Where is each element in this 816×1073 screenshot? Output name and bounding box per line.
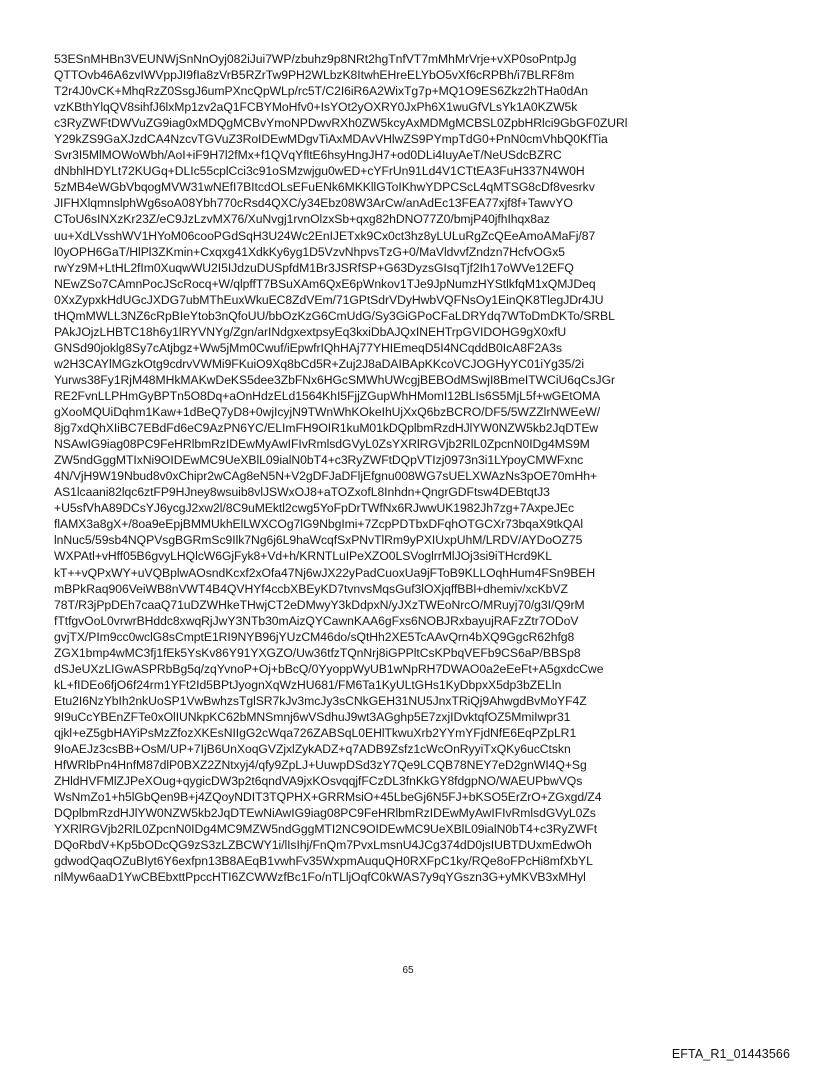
text-line: flAMX3a8gX+/8oa9eEpjBMMUkhElLWXCOg7lG9NbgImi+7ZcpPDTbxDFqhOTGCXr73bqaX9tkQAl <box>54 517 584 532</box>
text-line: PAkJOjzLHBTC18h6y1lRYVNYg/Zgn/arINdgxextpsyEq3kxiDbAJQxINEHTrpGVIDOHG9gX0xfU <box>54 324 567 339</box>
text-line: l0yOPH6GaT/HlPl3ZKmin+Cxqxg41XdkKy6yg1D5VzvNhpvsTzG+0/MaVldvvfZndzn7HcfvOGx5 <box>54 244 565 259</box>
text-line: gXooMQUiDqhm1Kaw+1dBeQ7yD8+0wjIcyjN9TWnWhKOkeIhUjXxQ6bzBCRO/DF5/5WZZlrNWEeW/ <box>54 405 601 420</box>
text-line: ZGX1bmp4wMC3fj1fEk5YsKv86Y91YXGZO/Uw36tfzTQnNrj8iGPPltCsKPbqVEFb9CS6aP/BBSp8 <box>54 645 581 660</box>
text-line: dNbhlHDYLt72KUGq+DLIc55cplCci3c91oSMzwjgu0wED+cYFrUn91Ld4V1CTtEA3FuH337N4W0H <box>54 164 585 179</box>
text-line: JIFHXlqmnslphWg6soA08Ybh770cRsd4QXC/y34Ebz08W3ArCw/anAdEc13FEA77xjf8f+TawvYO <box>54 196 573 211</box>
text-line: dSJeUXzLIGwASPRbBg5q/zqYvnoP+Oj+bBcQ/0YyoppWyUB1wNpRH7DWAO0a2eEeFt+A5gxdcCwe <box>54 661 604 676</box>
text-line: 9I9uCcYBEnZFTe0xOlIUNkpKC62bMNSmnj6wVSdhuJ9wt3AGghp5E7zxjIDvktqfOZ5MmiIwpr31 <box>54 709 571 724</box>
text-line: AS1lcaani82lqc6ztFP9HJney8wsuib8vlJSWxOJ8+aTOZxofL8Inhdn+QngrGDFtsw4DEBtqtJ3 <box>54 485 550 500</box>
text-line: Y29kZS9GaXJzdCA4NzcvTGVuZ3RoIDEwMDgvTiAxMDAvVHlwZS9PYmpTdG0+PnN0cmVhbQ0KfTia <box>54 132 608 147</box>
text-line: c3RyZWFtDWVuZG9iag0xMDQgMCBvYmoNPDwvRXh0ZW5kcyAxMDMgMCBSL0ZpbHRlci9GbGF0ZURl <box>54 116 628 131</box>
text-line: T2r4J0vCK+MhqRzZ0SsgJ6umPXncQpWLp/rc5T/C2I6iR6A2WixTg7p+MQ1O9ES6Zkz2hTHa0dAn <box>54 84 589 99</box>
text-line: kT++vQPxWY+uVQBplwAOsndKcxf2xOfa47Nj6wJX22yPadCuoxUa9jFToB9KLLOqhHum4FSn9BEH <box>54 565 596 580</box>
text-line: rwYz9M+LtHL2fIm0XuqwWU2I5IJdzuDUSpfdM1Br3JSRfSP+G63DyzsGIsqTjf2Ih17oWVe12EFQ <box>54 260 574 275</box>
text-line: uu+XdLVsshWV1HYoM06cooPGdSqH3U24Wc2EnIJETxk9Cx0ct3hz8yLULuRgZcQEeAmoAMaFj/87 <box>54 228 596 243</box>
text-line: gvjTX/PIm9cc0wclG8sCmptE1RI9NYB96jYUzCM46do/sQtHh2XE5TcAAvQrn4bXQ9GgcR62hfg8 <box>54 629 575 644</box>
text-line: vzKBthYlqQV8sihfJ6lxMp1zv2aQ1FCBYMoHfv0+IsYOt2yOXRY0JxPh6X1wuGfVLsYk1A0KZW5k <box>54 100 578 115</box>
text-line: qjkl+eZ5gbHAYiPsMzZfozXKEsNIIgG2cWqa726ZABSqL0EHlTkwuXrb2YYmYFjdNfE6EqPZpLR1 <box>54 725 577 740</box>
text-line: fTtfgvOoL0vrwrBHddc8xwqRjJwY3NTb30mAizQYCawnKAA6gFxs6NOBJRxbayujRAFzZtr7ODoV <box>54 613 579 628</box>
text-line: w2H3CAYlMGzkOtg9cdrvVWMi9FKuiO9Xq8bCd5R+Zuj2J8aDAIBApKKcoVCJOGHyYC01iYg35/2i <box>54 356 585 371</box>
text-line: 5zMB4eWGbVbqogMVW31wNEfI7BItcdOLsEFuENk6MKKllGToIKhwYDPCScL4qMTSG8cDf8vesrkv <box>54 180 595 195</box>
text-line: Svr3I5MlMOWoWbh/AoI+iF9H7l2fMx+f1QVqYfltE6hsyHngJH7+od0DLi4IuyAeT/NeUSdcBZRC <box>54 148 562 163</box>
text-line: HfWRlbPn4HnfM87dlP0BXZ2ZNtxyj4/qfy9ZpLJ+UuwpDSd3zY7Qe9LCQB78NEY7eD2gnWI4Q+Sg <box>54 758 587 773</box>
text-line: nlMyw6aaD1YwCBEbxttPpccHTI6ZCWWzfBc1Fo/nTLljOqfC0kWAS7y9qYGszn3G+yMKVB3xMHyl <box>54 870 586 885</box>
text-line: 53ESnMHBn3VEUNWjSnNnOyj082iJui7WP/zbuhz9p8NRt2hgTnfVT7mMhMrVrje+vXP0soPntpJg <box>54 52 577 66</box>
text-line: ZHldHVFMlZJPeXOug+qygicDW3p2t6qndVA9jxKOsvqqjfFCzDL3fnKkGY8fdgpNO/WAEUPbwVQs <box>54 774 583 789</box>
text-line: lnNuc5/59sb4NQPVsgBGRmSc9Ilk7Ng6j6L9haWcqfSxPNvTlRm9yPXIUxpUhM/LRDV/AYDoOZ75 <box>54 533 583 548</box>
text-line: Etu2I6NzYbIh2nkUoSP1VwBwhzsTglSR7kJv3mcJy3sCNkGEH31NU5JnxTRiQj9AhwgdBvMoYF4Z <box>54 693 587 708</box>
text-line: DQoRbdV+Kp5bODcQG9zS3zLZBCWY1i/lIsIhj/FnQm7PvxLmsnU4JCg374dD0jsIUBTDUxmEdwOh <box>54 838 592 853</box>
text-line: 0XxZypxkHdUGcJXDG7ubMThEuxWkuEC8ZdVEm/71GPtSdrVDyHwbVQFNsOy1EinQK8TlegJDr4JU <box>54 292 604 307</box>
bates-number: EFTA_R1_01443566 <box>671 1047 790 1061</box>
text-line: YXRlRGVjb2RlL0ZpcnN0IDg4MC9MZW5ndGggMTI2NC9OIDEwMC9UeXBlL09ialN0bT4+c3RyZWFt <box>54 822 598 837</box>
text-line: WsNmZo1+h5lGbQen9B+j4ZQoyNDIT3TQPHX+GRRMsiO+45LbeGj6N5FJ+bKSO5ErZrO+ZGxgd/Z4 <box>54 790 602 805</box>
text-line: 4N/VjH9W19Nbud8v0xChipr2wCAg8eN5N+V2gDFJaDFljEfgnu008WG7sUELXWAzNs3pOE70mHh+ <box>54 469 598 484</box>
text-line: 78T/R3jPpDEh7caaQ71uDZWHkeTHwjCT2eDMwyY3kDdpxN/yJXzTWEoNrcO/MRuyj70/g3I/Q9rM <box>54 597 585 612</box>
text-line: RE2FvnLLPHmGyBPTn5O8Dq+aOnHdzELd1564KhI5FjjZGupWhHMomI12BLIs6S5MjL5f+wGEtOMA <box>54 388 601 403</box>
text-line: CToU6sINXzKr23Z/eC9JzLzvMX76/XuNvgj1rvnOlzxSb+qxg82hDNO77Z0/bmjP40jfhIhqx8az <box>54 212 550 227</box>
text-line: GNSd90joklg8Sy7cAtjbgz+Ww5jMm0Cwuf/iEpwfrIQhHAj77YHIEmeqD5I4NCqddB0IcA8F2A3s <box>54 340 562 355</box>
text-line: kL+fIDEo6fjO6f24rm1YFt2Id5BPtJyognXqWzHU681/FM6Ta1KyULtGHs1KyDbpxX5dp3bZELln <box>54 677 562 692</box>
text-line: NSAwIG9iag08PC9FeHRlbmRzIDEwMyAwIFIvRmlsdGVyL0ZsYXRlRGVjb2RlL0ZpcnN0IDg4MS9M <box>54 437 590 452</box>
text-line: WXPAtl+vHff05B6gvyLHQlcW6GjFyk8+Vd+h/KRNTLuIPeXZO0LSVoglrrMlJOj3si9iTHcrd9KL <box>54 549 552 564</box>
text-line: ZW5ndGggMTIxNi9OIDEwMC9UeXBlL09ialN0bT4+c3RyZWFtDQpVTIzj0973n3i1LYpoyCMWFxnc <box>54 453 584 468</box>
text-line: QTTOvb46A6zvIWVppJI9fIa8zVrB5RZrTw9PH2WLbzK8ItwhEHreELYbO5vXf6cRPBh/i7BLRF8m <box>54 68 575 83</box>
text-line: 8jg7xdQhXIiBC7EBdFd6eC9AzPN6YC/ELImFH9OIR1kuM01kDQplbmRzdHJlYW0NZW5kb2JqDTEw <box>54 421 599 436</box>
encoded-text-block <box>54 51 770 885</box>
text-line: 9IoAEJz3csBB+OsM/UP+7IjB6UnXoqGVZjxlZykADZ+q7ADB9Zsfz1cWcOnRyyiTxQKy6ucCtskn <box>54 742 571 757</box>
text-line: NEwZSo7CAmnPocJScRocq+W/qlpffT7BSuXAm6QxE6pWnkov1TJe9JpNumzHYStlkfqM1xQMJDeq <box>54 276 596 291</box>
text-line: mBPkRaq906VeiWB8nVWT4B4QVHYf4ccbXBEyKD7tvnvsMqsGuf3lOXjqffBBl+dhemiv/xcKbVZ <box>54 581 568 596</box>
text-line: Yurws38Fy1RjM48MHkMAKwDeKS5dee3ZbFNx6HGcSMWhUWcgjBEBOdMSwjI8BmeITWCiU6qCsJGr <box>54 372 616 387</box>
text-line: tHQmMWLL3NZ6cRpBIeYtob3nQfoUU/bbOzKzG6CmUdG/Sy3GiGPoCFaLDRYdq7WToDmDKTo/SRBL <box>54 308 615 323</box>
text-line: DQplbmRzdHJlYW0NZW5kb2JqDTEwNiAwIG9iag08PC9FeHRlbmRzIDEwMyAwIFIvRmlsdGVyL0Zs <box>54 806 596 821</box>
text-line: gdwodQaqOZuBIyt6Y6exfpn13B8AEqB1vwhFv35WxpmAuquQH0RXFpC1ky/RQe8oFPcHi8mfXbYL <box>54 854 593 869</box>
page-number: 65 <box>402 965 414 976</box>
text-line: +U5sfVhA89DCsYJ6ycgJ2xw2l/8C9uMEktl2cwg5YoFpDrTWfNx6RJwwUK1982Jh7zg+7AxpeJEc <box>54 501 575 516</box>
